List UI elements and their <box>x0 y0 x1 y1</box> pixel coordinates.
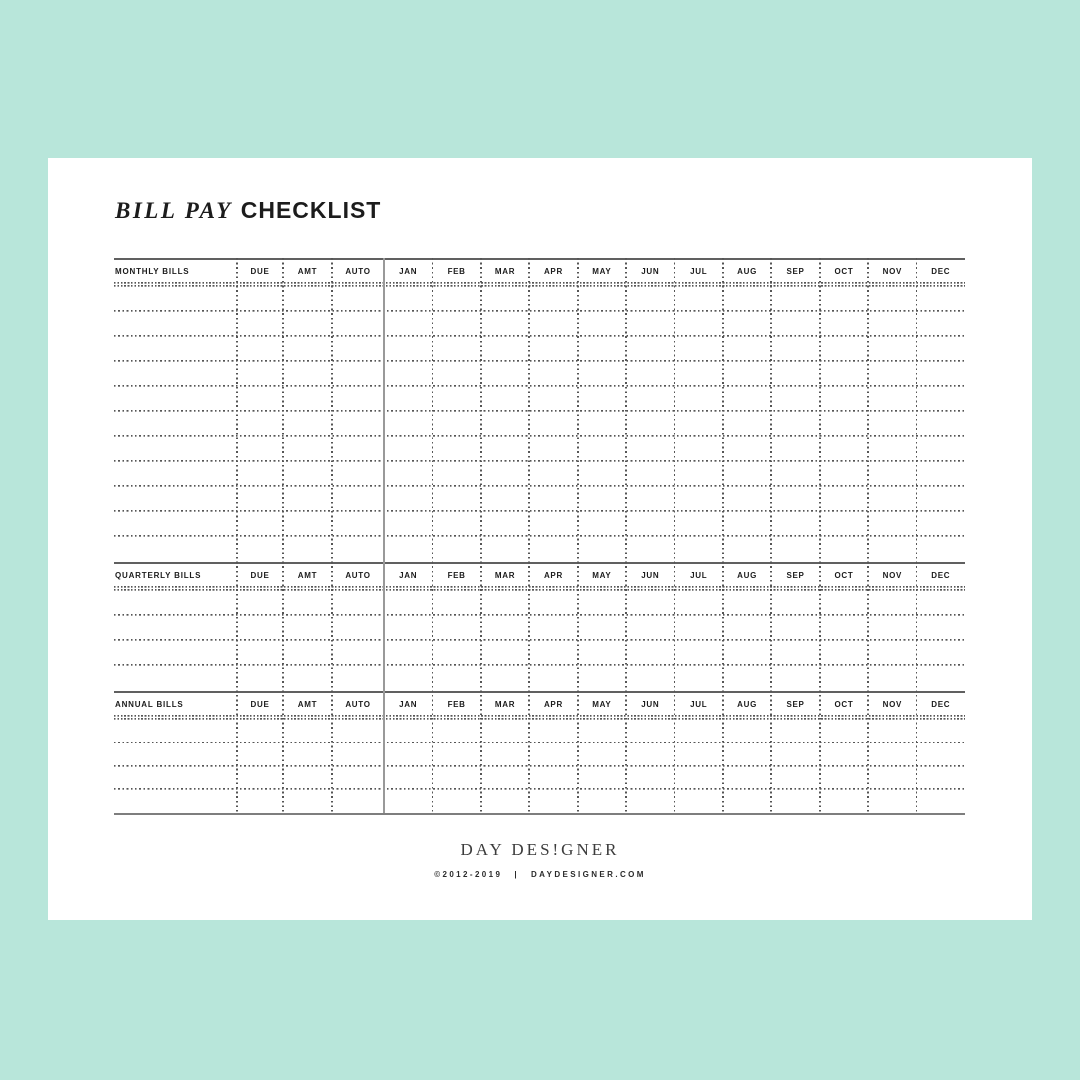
section-rows-monthly-bills <box>114 287 965 562</box>
column-header-jul: JUL <box>690 699 708 709</box>
column-header-dec: DEC <box>931 266 951 276</box>
column-header-nov: NOV <box>882 266 903 276</box>
column-header-oct: OCT <box>834 570 854 580</box>
dotted-column-divider <box>577 258 579 813</box>
table-row <box>114 641 965 666</box>
printable-page <box>48 158 1032 920</box>
section-quarterly-bills <box>114 562 965 691</box>
table-row <box>114 362 965 387</box>
column-header-apr: APR <box>543 570 563 580</box>
table-row <box>114 337 965 362</box>
dotted-column-divider <box>236 258 238 813</box>
column-header-sep: SEP <box>786 266 805 276</box>
column-header-amt: AMT <box>297 570 318 580</box>
column-header-jul: JUL <box>690 266 708 276</box>
table-row <box>114 437 965 462</box>
column-header-feb: FEB <box>447 570 466 580</box>
column-header-due: DUE <box>250 266 270 276</box>
table-row <box>114 790 965 813</box>
page-title <box>115 194 381 224</box>
table-row <box>114 720 965 743</box>
dotted-column-divider <box>331 258 333 813</box>
website-text: DAYDESIGNER.COM <box>530 870 646 879</box>
table-row <box>114 312 965 337</box>
dotted-column-divider <box>528 258 530 813</box>
column-header-feb: FEB <box>447 699 466 709</box>
section-label-quarterly-bills: QUARTERLY BILLS <box>115 570 202 580</box>
dotted-column-divider <box>480 258 482 813</box>
table-row <box>114 537 965 562</box>
footer <box>48 840 1032 879</box>
column-header-jul: JUL <box>690 570 708 580</box>
table-row <box>114 487 965 512</box>
column-header-nov: NOV <box>882 570 903 580</box>
dotted-column-divider <box>722 258 724 813</box>
column-header-mar: MAR <box>494 266 516 276</box>
table-row <box>114 591 965 616</box>
column-header-sep: SEP <box>786 570 805 580</box>
dotted-column-divider <box>282 258 284 813</box>
section-rows-annual-bills <box>114 720 965 813</box>
column-header-amt: AMT <box>297 266 318 276</box>
section-rows-quarterly-bills <box>114 591 965 691</box>
column-header-jan: JAN <box>399 266 418 276</box>
copyright-text: ©2012-2019 <box>434 870 503 879</box>
column-header-aug: AUG <box>737 570 758 580</box>
column-header-may: MAY <box>592 266 612 276</box>
footer-separator: | <box>514 870 519 879</box>
section-label-monthly-bills: MONTHLY BILLS <box>115 266 190 276</box>
section-header-quarterly-bills <box>114 562 965 585</box>
section-header-monthly-bills <box>114 258 965 281</box>
column-header-due: DUE <box>250 570 270 580</box>
table-row <box>114 767 965 790</box>
table-row <box>114 412 965 437</box>
column-header-mar: MAR <box>494 699 516 709</box>
column-header-mar: MAR <box>494 570 516 580</box>
solid-column-divider <box>383 258 385 813</box>
column-header-auto: AUTO <box>345 699 371 709</box>
bill-table <box>114 258 965 815</box>
column-header-jun: JUN <box>641 570 660 580</box>
table-row <box>114 387 965 412</box>
dotted-column-divider <box>916 258 918 813</box>
column-header-due: DUE <box>250 699 270 709</box>
title-bold-text: CHECKLIST <box>240 197 382 223</box>
dotted-column-divider <box>770 258 772 813</box>
dotted-column-divider <box>674 258 676 813</box>
section-monthly-bills <box>114 258 965 562</box>
column-header-may: MAY <box>592 699 612 709</box>
column-header-may: MAY <box>592 570 612 580</box>
column-header-jun: JUN <box>641 266 660 276</box>
section-label-annual-bills: ANNUAL BILLS <box>115 699 184 709</box>
column-header-dec: DEC <box>931 699 951 709</box>
table-row <box>114 743 965 766</box>
column-header-jan: JAN <box>399 570 418 580</box>
dotted-column-divider <box>819 258 821 813</box>
table-row <box>114 462 965 487</box>
table-row <box>114 616 965 641</box>
dotted-column-divider <box>625 258 627 813</box>
title-script-text: BILL PAY <box>115 198 233 223</box>
column-header-amt: AMT <box>297 699 318 709</box>
section-header-annual-bills <box>114 691 965 714</box>
table-row <box>114 512 965 537</box>
column-header-oct: OCT <box>834 699 854 709</box>
copyright-line <box>48 870 1032 879</box>
column-header-oct: OCT <box>834 266 854 276</box>
column-header-aug: AUG <box>737 266 758 276</box>
dotted-column-divider <box>867 258 869 813</box>
column-header-auto: AUTO <box>345 570 371 580</box>
column-header-dec: DEC <box>931 570 951 580</box>
column-header-feb: FEB <box>447 266 466 276</box>
column-header-apr: APR <box>543 266 563 276</box>
column-header-apr: APR <box>543 699 563 709</box>
column-header-jun: JUN <box>641 699 660 709</box>
table-row <box>114 287 965 312</box>
column-header-auto: AUTO <box>345 266 371 276</box>
column-header-aug: AUG <box>737 699 758 709</box>
table-row <box>114 666 965 691</box>
column-header-sep: SEP <box>786 699 805 709</box>
column-header-nov: NOV <box>882 699 903 709</box>
brand-logo: DAY DES!GNER <box>460 840 620 859</box>
section-annual-bills <box>114 691 965 813</box>
column-header-jan: JAN <box>399 699 418 709</box>
dotted-column-divider <box>432 258 434 813</box>
